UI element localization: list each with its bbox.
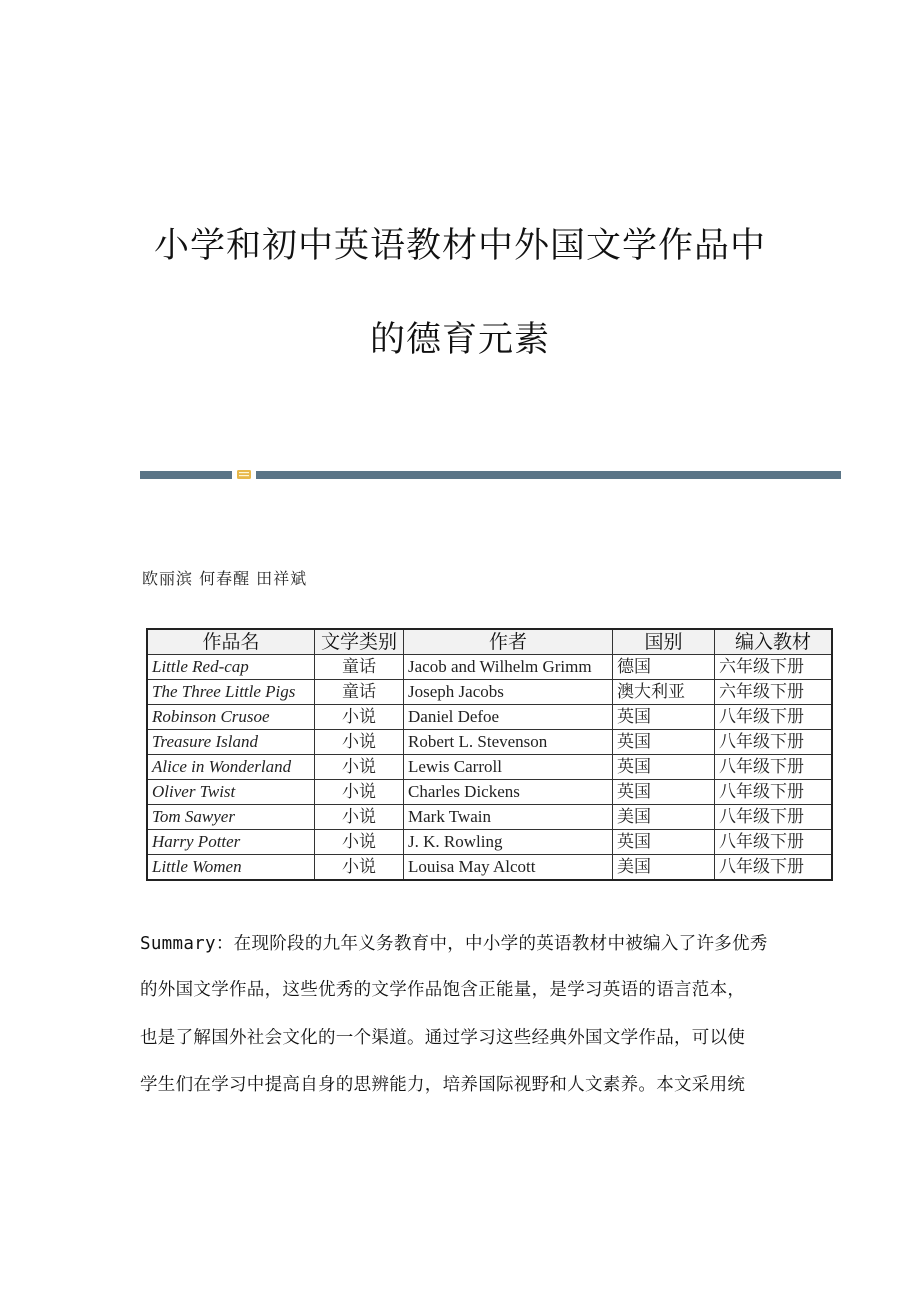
cell-textbook: 六年级下册 [715,680,833,705]
header-textbook: 编入教材 [715,629,833,655]
cell-author: Mark Twain [404,805,613,830]
table-header-row [147,629,832,655]
cell-work-title: Alice in Wonderland [147,755,315,780]
cell-textbook: 八年级下册 [715,705,833,730]
cell-author: Daniel Defoe [404,705,613,730]
cell-textbook: 六年级下册 [715,655,833,680]
header-country: 国别 [613,629,715,655]
summary-text-line-4: 学生们在学习中提高自身的思辨能力，培养国际视野和人文素养。本文采用统 [140,1075,746,1095]
cell-genre: 小说 [315,705,404,730]
cell-textbook: 八年级下册 [715,780,833,805]
header-genre: 文学类别 [315,629,404,655]
cell-genre: 小说 [315,730,404,755]
cell-genre: 童话 [315,680,404,705]
cell-author: Charles Dickens [404,780,613,805]
cell-country: 英国 [613,730,715,755]
cell-author: Robert L. Stevenson [404,730,613,755]
header-author: 作者 [404,629,613,655]
table-row [147,730,832,755]
cell-country: 英国 [613,705,715,730]
cell-author: Lewis Carroll [404,755,613,780]
author-list: 欧丽滨 何春醒 田祥斌 [142,569,308,588]
literature-works-table [146,628,833,881]
cell-genre: 小说 [315,780,404,805]
table-row [147,655,832,680]
cell-genre: 小说 [315,805,404,830]
header-work-title: 作品名 [147,629,315,655]
document-title-line-1: 小学和初中英语教材中外国文学作品中 [153,226,766,266]
cell-work-title: Little Red-cap [147,655,315,680]
cell-work-title: Little Women [147,855,315,881]
cell-author: Louisa May Alcott [404,855,613,881]
cell-genre: 小说 [315,755,404,780]
table-row [147,805,832,830]
summary-line-1 [140,930,768,955]
summary-text-line-3: 也是了解国外社会文化的一个渠道。通过学习这些经典外国文学作品，可以使 [140,1028,746,1048]
cell-author: J. K. Rowling [404,830,613,855]
cell-country: 英国 [613,830,715,855]
cell-country: 美国 [613,855,715,881]
summary-label: Summary： [140,934,234,954]
cell-work-title: Robinson Crusoe [147,705,315,730]
summary-text-line-1: 在现阶段的九年义务教育中，中小学的英语教材中被编入了许多优秀 [233,934,768,954]
cell-country: 德国 [613,655,715,680]
cell-country: 美国 [613,805,715,830]
title-divider-right [256,471,841,479]
table-row [147,855,832,881]
cell-textbook: 八年级下册 [715,755,833,780]
cell-work-title: Treasure Island [147,730,315,755]
cell-textbook: 八年级下册 [715,855,833,881]
cell-author: Joseph Jacobs [404,680,613,705]
cell-textbook: 八年级下册 [715,805,833,830]
document-title-line-2: 的德育元素 [369,320,550,360]
cell-work-title: Tom Sawyer [147,805,315,830]
table-row [147,755,832,780]
table-row [147,680,832,705]
cell-genre: 小说 [315,855,404,881]
table-row [147,705,832,730]
book-ornament-icon [236,468,252,481]
cell-country: 英国 [613,755,715,780]
cell-author: Jacob and Wilhelm Grimm [404,655,613,680]
cell-work-title: The Three Little Pigs [147,680,315,705]
table-row [147,830,832,855]
cell-genre: 童话 [315,655,404,680]
cell-textbook: 八年级下册 [715,730,833,755]
cell-work-title: Harry Potter [147,830,315,855]
cell-genre: 小说 [315,830,404,855]
summary-text-line-2: 的外国文学作品，这些优秀的文学作品饱含正能量，是学习英语的语言范本， [140,980,746,1000]
title-divider-left [140,471,232,479]
table-row [147,780,832,805]
cell-textbook: 八年级下册 [715,830,833,855]
cell-country: 澳大利亚 [613,680,715,705]
cell-country: 英国 [613,780,715,805]
cell-work-title: Oliver Twist [147,780,315,805]
